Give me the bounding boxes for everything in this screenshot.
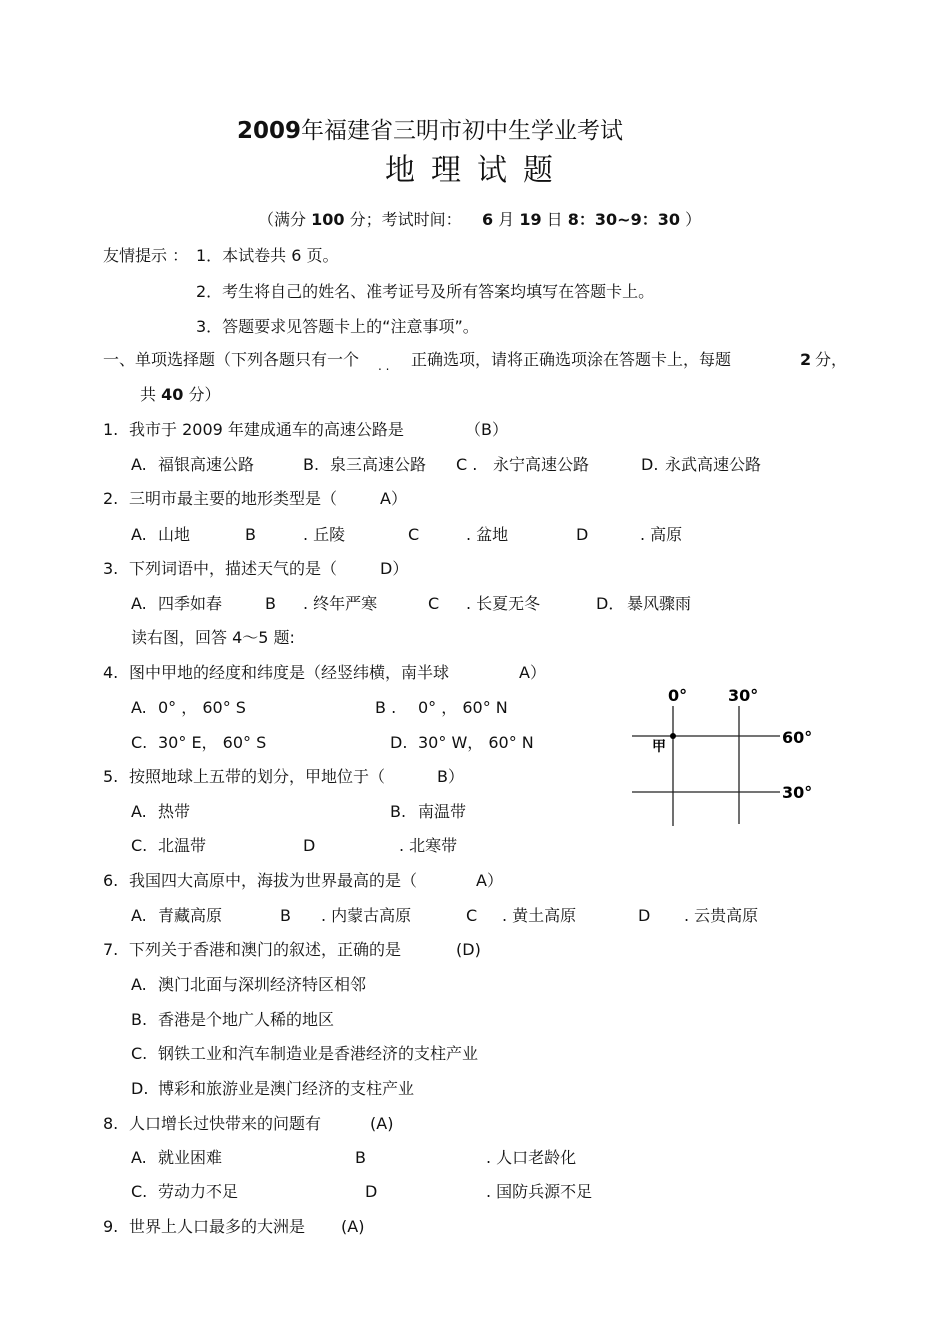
option-label: A. [131, 975, 147, 994]
option-text: 博彩和旅游业是澳门经济的支柱产业 [158, 1079, 415, 1098]
question-text: 人口增长过快带来的问题有 [129, 1114, 322, 1133]
section-total-text: 分） [188, 385, 221, 404]
section-points: 2 [800, 350, 812, 369]
question-answer: (A) [370, 1114, 394, 1133]
section-total-text: 共 [140, 385, 157, 404]
section-heading: 一、单项选择题（下列各题只有一个 [103, 350, 360, 369]
option-text: 泉三高速公路 [330, 455, 427, 474]
tip-item: 1．本试卷共 6 页。 [196, 246, 339, 265]
question-text: 三明市最主要的地形类型是（ [129, 489, 338, 508]
option-label: B [280, 906, 291, 925]
info-text: ） [685, 210, 702, 229]
lat-label-60: 60° [782, 728, 813, 747]
question-number: 1. [103, 420, 119, 439]
option-label: D [638, 906, 651, 925]
option-text: . 人口老龄化 [486, 1148, 577, 1167]
option-label: B. [303, 455, 320, 474]
option-label: D [365, 1182, 378, 1201]
info-text: （满分 [258, 210, 307, 229]
option-text: . 丘陵 [303, 525, 346, 544]
option-text: 北温带 [158, 836, 207, 855]
question-number: 5. [103, 767, 119, 786]
option-label: C [428, 594, 440, 613]
option-text: 南温带 [418, 802, 467, 821]
point-jia-label: 甲 [652, 739, 666, 755]
option-label: A. [131, 802, 147, 821]
info-score: 100 [311, 210, 345, 229]
option-text: 澳门北面与深圳经济特区相邻 [158, 975, 367, 994]
option-text: . 云贵高原 [684, 906, 759, 925]
question-answer: A） [476, 871, 503, 890]
option-label: C [408, 525, 420, 544]
question-answer: A） [380, 489, 407, 508]
question-text: 我国四大高原中，海拔为世界最高的是（ [129, 871, 418, 890]
option-text: 0° ， 60° S [158, 698, 246, 717]
question-number: 9. [103, 1217, 119, 1236]
option-text: 四季如春 [158, 594, 223, 613]
option-label: A. [131, 594, 147, 613]
option-text: . 盆地 [466, 525, 509, 544]
option-label: A. [131, 455, 147, 474]
point-jia-marker [670, 733, 676, 739]
info-day: 19 [519, 210, 542, 229]
option-text: 30° W， 60° N [418, 733, 534, 752]
option-text: 就业困难 [158, 1148, 223, 1167]
option-label: A. [131, 906, 147, 925]
option-label: B. [390, 802, 407, 821]
option-text: 永武高速公路 [665, 455, 762, 474]
option-text: 山地 [158, 525, 191, 544]
title-year: 2009 [237, 118, 302, 144]
question-answer: (D) [456, 940, 481, 959]
section-total [140, 387, 220, 403]
option-text: 青藏高原 [158, 906, 223, 925]
section-heading-cont: 正确选项，请将正确选项涂在答题卡上，每题 [411, 350, 732, 369]
lon-label-30: 30° [728, 686, 759, 705]
option-label: D [576, 525, 589, 544]
option-text: 热带 [158, 802, 191, 821]
option-label: A. [131, 1148, 147, 1167]
question-number: 6. [103, 871, 119, 890]
question-text: 下列词语中，描述天气的是（ [129, 559, 338, 578]
question-answer: A） [519, 663, 546, 682]
question-answer: （B） [465, 420, 508, 439]
question-text: 世界上人口最多的大洲是 [129, 1217, 306, 1236]
info-month: 6 [481, 210, 494, 229]
section-unit: 分， [815, 350, 848, 369]
question-text: 按照地球上五带的划分，甲地位于（ [129, 767, 386, 786]
option-label: A. [131, 525, 147, 544]
question-number: 8. [103, 1114, 119, 1133]
lat-lon-grid-figure [620, 676, 840, 826]
option-text: . 内蒙古高原 [321, 906, 412, 925]
option-label: D． [596, 594, 625, 613]
option-text: . 黄土高原 [502, 906, 577, 925]
option-text: . 国防兵源不足 [486, 1182, 593, 1201]
option-text: . 长夏无冬 [466, 594, 541, 613]
section-total-value: 40 [161, 385, 184, 404]
question-text: 我市于 2009 年建成通车的高速公路是 [129, 420, 404, 439]
info-time: 8：30~9：30 [567, 210, 680, 229]
question-number: 3. [103, 559, 119, 578]
option-text: 劳动力不足 [158, 1182, 239, 1201]
option-label: C [466, 906, 478, 925]
question-text: 图中甲地的经度和纬度是（经竖纬横，南半球 [129, 663, 450, 682]
exam-title [237, 120, 623, 143]
question-number: 7. [103, 940, 119, 959]
option-label: B [355, 1148, 366, 1167]
option-label: C. [131, 1044, 148, 1063]
question-answer: B） [437, 767, 464, 786]
option-text: 永宁高速公路 [493, 455, 590, 474]
question-number: 4. [103, 663, 119, 682]
option-label: D [303, 836, 316, 855]
option-text: . 终年严寒 [303, 594, 378, 613]
info-text: 日 [546, 210, 563, 229]
option-label: D. [641, 455, 659, 474]
option-text: . 高原 [640, 525, 683, 544]
option-label: B. [131, 1010, 148, 1029]
option-text: . 北寒带 [399, 836, 458, 855]
option-label: C. [131, 836, 148, 855]
option-label: B [245, 525, 256, 544]
info-text: 月 [498, 210, 515, 229]
exam-info [258, 212, 701, 228]
emphasis-dots: . . [378, 359, 390, 373]
option-text: 30° E， 60° S [158, 733, 267, 752]
question-answer: D） [380, 559, 409, 578]
option-text: 暴风骤雨 [627, 594, 692, 613]
tip-item: 3．答题要求见答题卡上的“注意事项”。 [196, 317, 479, 336]
option-text: 钢铁工业和汽车制造业是香港经济的支柱产业 [158, 1044, 479, 1063]
option-label: C. [131, 1182, 148, 1201]
option-label: B [265, 594, 276, 613]
info-text: 分；考试时间： [349, 210, 462, 229]
question-text: 下列关于香港和澳门的叙述，正确的是 [129, 940, 402, 959]
question-number: 2. [103, 489, 119, 508]
option-label: D. [131, 1079, 149, 1098]
option-label: C. [131, 733, 148, 752]
read-hint: 读右图，回答 4～5 题: [131, 628, 295, 647]
option-label: C . [456, 455, 478, 474]
option-text: 0° ， 60° N [418, 698, 508, 717]
lon-label-0: 0° [668, 686, 688, 705]
option-label: B . [375, 698, 397, 717]
title-text: 年福建省三明市初中生学业考试 [301, 118, 624, 144]
option-label: A. [131, 698, 147, 717]
option-text: 福银高速公路 [158, 455, 255, 474]
question-answer: (A) [341, 1217, 365, 1236]
tips-label: 友情提示 ： [103, 246, 189, 265]
option-text: 香港是个地广人稀的地区 [158, 1010, 335, 1029]
lat-label-30: 30° [782, 783, 813, 802]
exam-subtitle: 地理试题 [385, 153, 569, 188]
option-label: D. [390, 733, 408, 752]
tip-item: 2．考生将自己的姓名、准考证号及所有答案均填写在答题卡上。 [196, 282, 655, 301]
